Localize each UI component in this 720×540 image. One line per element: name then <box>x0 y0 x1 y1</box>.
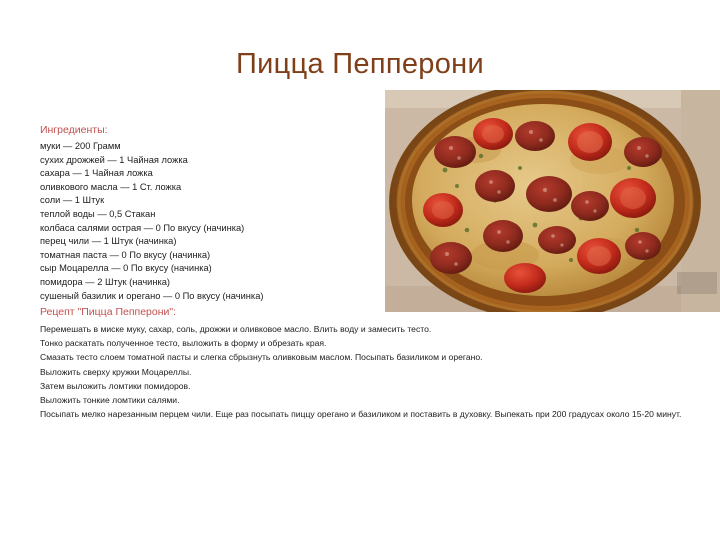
ingredients-list <box>40 140 380 303</box>
list-item: муки — 200 Грамм <box>40 141 121 151</box>
list-item: томатная паста — 0 По вкусу (начинка) <box>40 249 211 260</box>
list-item: помидора — 2 Штук (начинка) <box>40 276 171 287</box>
list-item: Затем выложить ломтики помидоров. <box>40 380 191 391</box>
pizza-photo <box>385 90 720 312</box>
list-item: Выложить тонкие ломтики салями. <box>40 395 180 406</box>
list-item: перец чили — 1 Штук (начинка) <box>40 236 177 247</box>
list-item: Перемешать в миске муку, сахар, соль, дрожжи и оливковое масло. Влить воду и замесить тесто. <box>40 324 432 334</box>
list-item: соли — 1 Штук <box>40 195 105 206</box>
list-item: теплой воды — 0,5 Стакан <box>40 208 156 219</box>
list-item: сыр Моцарелла — 0 По вкусу (начинка) <box>40 263 212 274</box>
pizza-photo-image <box>385 90 720 312</box>
recipe-steps <box>40 322 690 421</box>
list-item: сушеный базилик и орегано — 0 По вкусу (начинка) <box>40 290 264 301</box>
list-item: Смазать тесто слоем томатной пасты и слегка сбрызнуть оливковым маслом. Посыпать базиликом и орегано. <box>40 352 483 363</box>
list-item: Посыпать мелко нарезанным перцем чили. Еще раз посыпать пиццу орегано и базиликом и поставить в духовку. Выпекать при 200 градусах около 15-20 минут. <box>40 409 682 420</box>
recipe-heading: Рецепт "Пицца Пепперони": <box>40 306 177 318</box>
list-item: Тонко раскатать полученное тесто, выложить в форму и обрезать края. <box>40 338 327 349</box>
list-item: оливкового масла — 1 Ст. ложка <box>40 181 182 192</box>
list-item: сахара — 1 Чайная ложка <box>40 168 153 179</box>
ingredients-heading: Ингредиенты: <box>40 124 108 136</box>
list-item: сухих дрожжей — 1 Чайная ложка <box>40 154 188 165</box>
page-title: Пицца Пепперони <box>236 48 484 80</box>
list-item: колбаса салями острая — 0 По вкусу (начинка) <box>40 222 245 233</box>
list-item: Выложить сверху кружки Моцареллы. <box>40 366 192 377</box>
